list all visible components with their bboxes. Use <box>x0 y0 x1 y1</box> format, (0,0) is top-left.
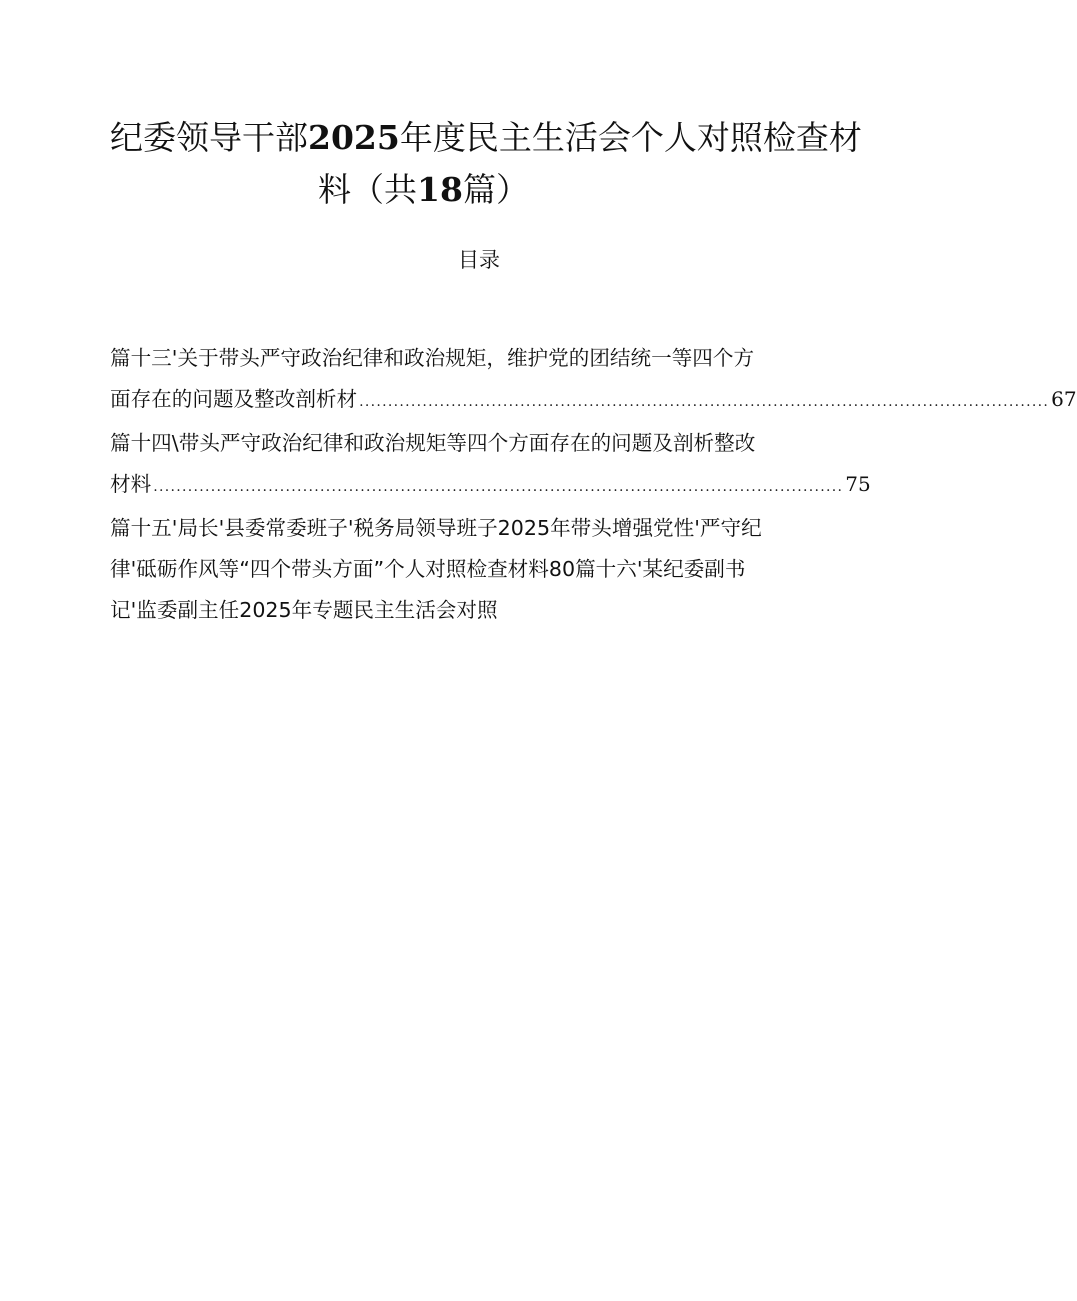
toc-entry-14[interactable] <box>110 423 871 508</box>
title-year: 2025 <box>308 118 400 157</box>
toc-entry-last-line <box>110 379 1077 423</box>
toc-entry-last-line <box>110 464 871 508</box>
title-text: 篇） <box>462 170 529 209</box>
toc-entry-15-16[interactable] <box>110 508 850 631</box>
toc-entry-text: 材料 <box>110 472 152 496</box>
table-of-contents <box>110 338 1077 631</box>
toc-entry-text: 记'监委副主任2025年专题民主生活会对照 <box>110 598 498 622</box>
toc-heading: 目录 <box>458 248 500 272</box>
title-line-1 <box>110 112 862 164</box>
toc-entry-text: 律'砥砺作风等“四个带头方面”个人对照检查材料80篇十六'某纪委副书 <box>110 557 746 581</box>
toc-page-number: 75 <box>845 472 871 496</box>
toc-entry-13[interactable] <box>110 338 1077 423</box>
title-text: 纪委领导干部 <box>110 118 308 157</box>
toc-entry-text: 面存在的问题及整改剖析材 <box>110 387 358 411</box>
toc-entry-text: 篇十五'局长'县委常委班子'税务局领导班子2025年带头增强党性'严守纪 <box>110 516 762 540</box>
toc-page-number: 67 <box>1051 387 1077 411</box>
title-text: 料（共 <box>318 170 417 209</box>
title-text: 年度民主生活会个人对照检查材 <box>399 118 862 157</box>
toc-entry-text: 篇十三'关于带头严守政治纪律和政治规矩，维护党的团结统一等四个方 <box>110 346 755 370</box>
title-line-2 <box>110 164 830 216</box>
toc-entry-text: 篇十四\带头严守政治纪律和政治规矩等四个方面存在的问题及剖析整改 <box>110 431 756 455</box>
toc-leader-dots: ........................................................................................................................ <box>153 479 844 495</box>
document-title <box>110 112 862 216</box>
title-count: 18 <box>417 170 463 209</box>
toc-leader-dots: ........................................................................................................................ <box>359 394 1050 410</box>
